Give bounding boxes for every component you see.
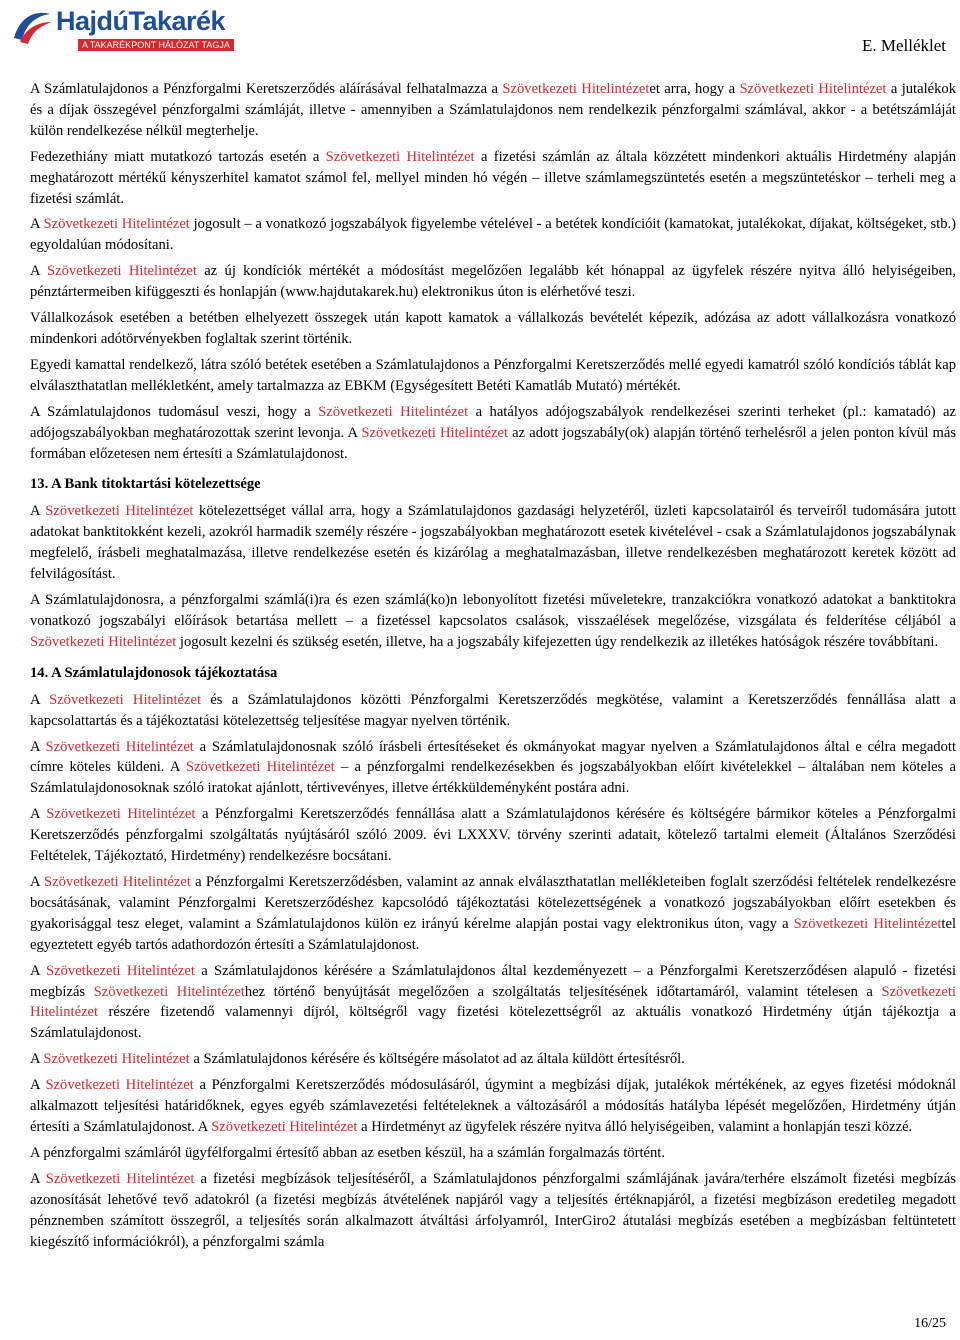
institution-name: Szövetkezeti Hitelintézet <box>793 915 942 932</box>
paragraph <box>30 501 956 585</box>
text-run: hez történő benyújtását megelőzően a szolgáltatás teljesítésének időtartamáról, valamint tételesen a <box>244 983 882 1000</box>
paragraph <box>30 690 956 732</box>
paragraph <box>30 872 956 956</box>
text-run: A <box>30 806 47 823</box>
institution-name: Szövetkezeti Hitelintézet <box>502 81 650 97</box>
institution-name: Szövetkezeti Hitelintézet <box>46 962 195 979</box>
text-run: A <box>30 1077 46 1094</box>
text-run: A <box>30 874 44 890</box>
text-run: a jutalékok és a díjak összegével pénzforgalmi számláját, illetve - amennyiben a Számlatulajdonos nem rendelkezik pénzforgalmi számlával, akkor - a betétszámláját külön rendelkezése nélkül megterhelje. <box>30 81 956 139</box>
institution-name: Szövetkezeti Hitelintézet <box>739 81 887 97</box>
text-run: et arra, hogy a <box>649 81 740 97</box>
paragraph <box>30 1049 956 1070</box>
hajdutakarek-logo <box>10 6 250 54</box>
text-run: a Számlatulajdonos kérésére és költségére másolatot ad az általa küldött értesítésről. <box>189 1051 685 1068</box>
page-number: 16/25 <box>914 1316 946 1331</box>
institution-name: Szövetkezeti Hitelintézet <box>211 1118 358 1135</box>
section-heading-14: 14. A Számlatulajdonosok tájékoztatása <box>30 664 278 681</box>
paragraph <box>30 79 956 142</box>
text-run: az adott jogszabály(ok) alapján történő terhelésről a jelen ponton kívül más formában előzetesen nem értesíti a Számlatulajdonost. <box>30 424 956 462</box>
document-body <box>30 79 956 1257</box>
text-run: a fizetési számlán az általa közzétett mindenkori aktuális Hirdetmény alapján meghatározott mértékű kényszerhitel kamatot számol fel, mellyel minden hó végén – illetve számlamegszüntetés esetén a megszüntetéskor – terheli meg a fizetési számlát. <box>30 148 957 207</box>
institution-name: Szövetkezeti Hitelintézet <box>93 983 245 1000</box>
text-run: jogosult – a vonatkozó jogszabályok figyelembe vételével - a betétek kondícióit (kamatokat, jutalékokat, díjakat, költségeket, stb.) egyoldalúan módosítani. <box>30 216 957 254</box>
paragraph <box>30 355 956 397</box>
institution-name: Szövetkezeti Hitelintézet <box>45 1170 195 1187</box>
text-run: Egyedi kamattal rendelkező, látra szóló betétek esetében a Számlatulajdonos a Pénzforgalmi Keretszerződés mellé egyedi kamatról szóló kondíciós táblát kap elválaszthatatlan mellékletként, amely tartalmazza az EBKM (Egységesített Betéti Kamatláb Mutató) mértékét. <box>30 356 956 394</box>
paragraph <box>30 402 956 465</box>
text-run: A <box>30 1051 44 1068</box>
institution-name: Szövetkezeti Hitelintézet <box>45 1077 194 1094</box>
paragraph <box>30 1075 956 1138</box>
text-run: Fedezethiány miatt mutatkozó tartozás esetén a <box>30 148 326 165</box>
paragraph <box>30 1169 956 1253</box>
text-run: a hatályos adójogszabályok rendelkezései szerinti terheket (pl.: kamatadó) az adójogszabályokban meghatározottak szerint levonja. A <box>30 403 956 441</box>
text-run: és a Számlatulajdonos közötti Pénzforgalmi Keretszerződés megkötése, valamint a Keretszerződés fennállása alatt a kapcsolattartás és a tájékoztatási kötelezettség teljesítése magyar nyelven történik. <box>30 691 956 729</box>
text-run: A pénzforgalmi számláról ügyfélforgalmi értesítő abban az esetben készül, ha a számlán forgalmazás történt. <box>30 1144 665 1161</box>
text-run: A <box>30 263 48 280</box>
text-run: a Számlatulajdonos kérésére a Számlatulajdonos által kezdeményezett – a Pénzforgalmi Keretszerződésen alapuló - fizetési megbízás <box>30 962 956 1000</box>
institution-name: Szövetkezeti Hitelintézet <box>47 263 197 280</box>
text-run: A <box>30 738 46 755</box>
section-heading-13: 13. A Bank titoktartási kötelezettsége <box>30 476 261 493</box>
text-run: tel egyeztetett egyéb tartós adathordozón értesíti a Számlatulajdonost. <box>30 915 957 953</box>
text-run: A <box>30 962 47 979</box>
institution-name: Szövetkezeti Hitelintézet <box>318 403 469 420</box>
text-run: részére fizetendő valamennyi díjról, költségről vagy fizetési kötelezettségről az aktuális vonatkozó Hirdetmény útján tájékoztja a Számlatulajdonost. <box>30 1004 956 1042</box>
institution-name: Szövetkezeti Hitelintézet <box>325 148 475 165</box>
text-run: az új kondíciók mértékét a módosítást megelőzően legalább két hónappal az ügyfelek részére nyitva álló helyiségeiben, pénztártermeiben kifüggeszti és honlapján (www.hajdutakarek.hu) elektronikus úton is elérhetővé teszi. <box>30 263 956 301</box>
text-run: a fizetési megbízások teljesítéséről, a Számlatulajdonos pénzforgalmi számlájának javára/terhére elszámolt fizetési megbízás azonosítását lehetővé tevő adatokról (a fizetési megbízás átvételének napjáról vagy a teljesítés értéknapjáról, a fizetési megbízáson eredetileg megadott pénznemben számított összegről, a teljesítés során alkalmazott átváltási árfolyamról, InterGiro2 átutalási megbízás esetében a megbízásban feltüntetett kiegészítő információkról), a pénzforgalmi számla <box>30 1170 956 1250</box>
institution-name: Szövetkezeti Hitelintézet <box>361 424 509 441</box>
logo-name: HajdúTakarék <box>56 6 226 36</box>
text-run: jogosult kezelni és szükség esetén, illetve, ha a jogszabály kifejezetten úgy rendelkezik az illetékes hatóságok részére továbbítani. <box>176 633 939 650</box>
institution-name: Szövetkezeti Hitelintézet <box>45 738 194 755</box>
text-run: kötelezettséget vállal arra, hogy a Számlatulajdonos gazdasági helyzetéről, üzleti kapcsolatairól és terveiről tudomására jutott adatokat banktitokként kezeli, azokról harmadik személy részére - jogszabályokban meghatározott esetek kivételével - csak a Számlatulajdonos jogszabálynak megfelelő, írásbeli meghatalmazása, illetve rendelkezése esetén és kizárólag a meghatalmazásban, illetve rendelkezésben meghatározott keretek között ad felvilágosítást. <box>30 503 956 583</box>
institution-name: Szövetkezeti Hitelintézet <box>185 759 335 776</box>
institution-name: Szövetkezeti Hitelintézet <box>30 983 957 1021</box>
institution-name: Szövetkezeti Hitelintézet <box>44 874 191 890</box>
text-run: A Számlatulajdonos a Pénzforgalmi Keretszerződés aláírásával felhatalmazza a <box>30 81 503 97</box>
institution-name: Szövetkezeti Hitelintézet <box>43 216 190 233</box>
paragraph <box>30 804 956 867</box>
logo-swoosh-icon <box>10 8 54 48</box>
text-run: A Számlatulajdonosra, a pénzforgalmi számlá(i)ra és ezen számlá(ko)n lebonyolított fizetési műveletekre, tranzakciókra vonatkozó adatokat a banktitokra vonatkozó jogszabályi előírások betartása mellett – a fizetéssel kapcsolatos csalások, visszaélések megelőzése, vizsgálata és felderítése céljából a <box>30 592 956 629</box>
paragraph <box>30 961 956 1045</box>
institution-name: Szövetkezeti Hitelintézet <box>45 503 194 520</box>
text-run: A <box>30 1170 46 1187</box>
annex-label: E. Melléklet <box>861 36 946 55</box>
institution-name: Szövetkezeti Hitelintézet <box>46 806 196 823</box>
paragraph <box>30 1143 956 1164</box>
paragraph <box>30 737 956 800</box>
institution-name: Szövetkezeti Hitelintézet <box>49 691 202 708</box>
text-run: a Hirdetményt az ügyfelek részére nyitva álló helyiségeiben, valamint a honlapján teszi közzé. <box>357 1118 913 1135</box>
text-run: a Pénzforgalmi Keretszerződés fennállása alatt a Számlatulajdonos kérésére és költségére bármikor köteles a Pénzforgalmi Keretszerződés pénzforgalmi szolgáltatás nyújtásáról szóló 2009. évi LXXXV. törvény szerinti adatait, kötelező tartalmi elemeit (Általános Szerződési Feltételek, Tájékoztató, Hirdetmény) rendelkezésre bocsátani. <box>30 806 956 865</box>
paragraph <box>30 261 956 303</box>
paragraph <box>30 590 956 653</box>
text-run: A <box>30 691 50 708</box>
text-run: a Pénzforgalmi Keretszerződés módosulásáról, úgymint a megbízási díjak, jutalékok mértékének, az egyes fizetési módoknál alkalmazott teljesítési határidőknek, egyes egyéb számlavezetési feltételeknek a változásáról a módosítás hatályba lépését megelőzően, Hirdetmény útján értesíti a Számlatulajdonost. A <box>30 1077 957 1135</box>
text-run: a Számlatulajdonosnak szóló írásbeli értesítéseket és okmányokat magyar nyelven a Számlatulajdonos által e célra megadott címre köteles küldeni. A <box>30 738 956 776</box>
text-run: A <box>30 216 44 233</box>
paragraph <box>30 147 956 210</box>
paragraph <box>30 308 956 350</box>
text-run: A Számlatulajdonos tudomásul veszi, hogy a <box>30 403 319 420</box>
text-run: Vállalkozások esetében a betétben elhelyezett összegek után kapott kamatok a vállalkozás bevételét képezik, adózása az adott vállalkozásra vonatkozó mindenkori adótörvényekben foglaltak szerint történik. <box>30 310 956 347</box>
institution-name: Szövetkezeti Hitelintézet <box>30 633 177 650</box>
text-run: a Pénzforgalmi Keretszerződésben, valamint az annak elválaszthatatlan mellékleteiben foglalt szerződési feltételek rendelkezésre bocsátásának, valamint Pénzforgalmi Keretszerződéshez kapcsolódó tájékoztatási kötelezettségének a vonatkozó jogszabályokban előírt esetekben és gyakorisággal tesz eleget, valamint a Számlatulajdonos külön ez irányú kérelme alapján postai vagy elektronikus úton, vagy a <box>30 874 956 932</box>
paragraph <box>30 214 956 256</box>
logo-tagline: A TAKARÉKPONT HÁLÓZAT TAGJA <box>78 39 234 51</box>
page-header <box>0 0 960 60</box>
text-run: – a pénzforgalmi rendelkezésekben és jogszabályokban előírt kivételekkel – általában nem köteles a Számlatulajdonosoknak szóló iratokat ajánlott, tértivevényes, illetve értékküldeményként postára adni. <box>30 759 956 797</box>
institution-name: Szövetkezeti Hitelintézet <box>43 1051 190 1068</box>
text-run: A <box>30 503 46 520</box>
